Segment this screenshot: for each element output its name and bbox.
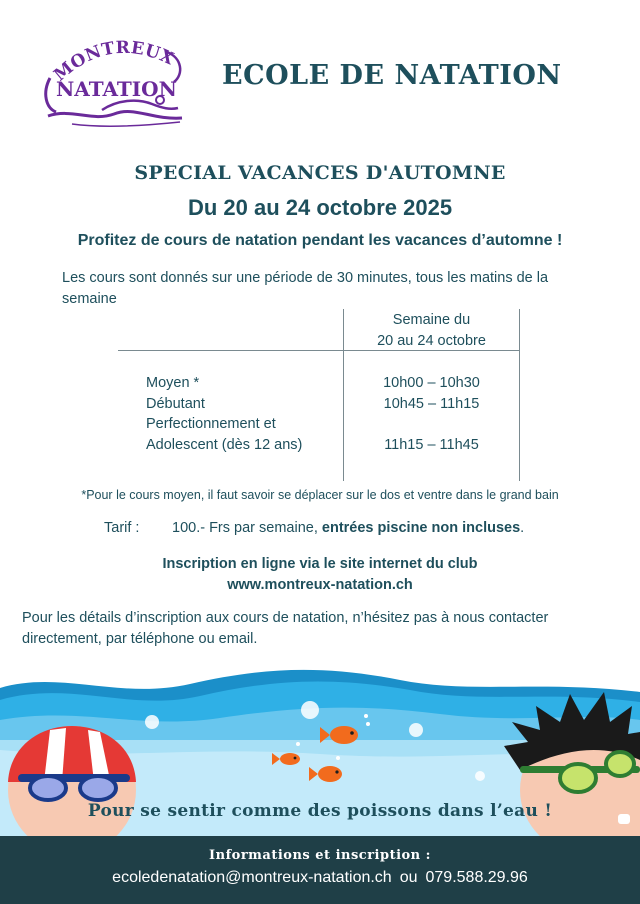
- course-label: Débutant: [146, 395, 205, 412]
- time-slot: 11h15 – 11h45: [384, 436, 479, 453]
- website-link[interactable]: www.montreux-natation.ch: [227, 577, 413, 593]
- course-column: [146, 373, 341, 455]
- page-title: ECOLE DE NATATION: [222, 60, 562, 91]
- special-heading: SPECIAL VACANCES D'AUTOMNE: [134, 162, 506, 184]
- phone-link[interactable]: 079.588.29.96: [425, 869, 528, 886]
- time-column: [344, 373, 519, 455]
- time-slot: 10h00 – 10h30: [383, 375, 480, 391]
- contact-line: [0, 869, 640, 887]
- table-divider-right: [519, 309, 520, 481]
- tagline: Profitez de cours de natation pendant les vacances d’automne !: [77, 232, 563, 249]
- table-header: [344, 310, 519, 352]
- course-label: Moyen *: [146, 375, 200, 391]
- table-header-line1: Semaine du: [392, 312, 471, 328]
- dates-heading: Du 20 au 24 octobre 2025: [187, 195, 453, 220]
- tarif-end: .: [520, 520, 525, 536]
- time-slot: [344, 414, 519, 435]
- table-header-line2: 20 au 24 octobre: [377, 333, 486, 349]
- time-slot: 10h45 – 11h15: [383, 395, 480, 412]
- footer-heading: Informations et inscription :: [209, 848, 431, 863]
- logo-text-bottom: NATATION: [56, 77, 177, 101]
- tarif-price: 100.- Frs par semaine,: [172, 520, 318, 536]
- footnote: *Pour le cours moyen, il faut savoir se déplacer sur le dos et ventre dans le grand bain: [81, 488, 559, 502]
- slogan: Pour se sentir comme des poissons dans l’eau !: [87, 801, 553, 821]
- tarif-label: Tarif :: [104, 520, 140, 536]
- intro-text: Les cours sont donnés sur une période de 30 minutes, tous les matins de la semaine: [62, 270, 549, 307]
- course-label: Perfectionnement et: [146, 416, 276, 432]
- tarif-line: [104, 520, 524, 536]
- details-text: Pour les détails d’inscription aux cours de natation, n’hésitez pas à nous contacter directement, par téléphone ou email.: [22, 610, 549, 647]
- montreux-natation-logo: [42, 38, 192, 130]
- tarif-note: entrées piscine non incluses: [321, 520, 521, 536]
- email-link[interactable]: ecoledenatation@montreux-natation.ch: [112, 869, 392, 886]
- inscription-block: [0, 554, 640, 596]
- logo-text-top: MONTREUX: [50, 38, 178, 86]
- or-separator: ou: [399, 869, 418, 886]
- course-label: Adolescent (dès 12 ans): [146, 436, 303, 453]
- inscription-text: Inscription en ligne via le site internet du club: [162, 556, 478, 572]
